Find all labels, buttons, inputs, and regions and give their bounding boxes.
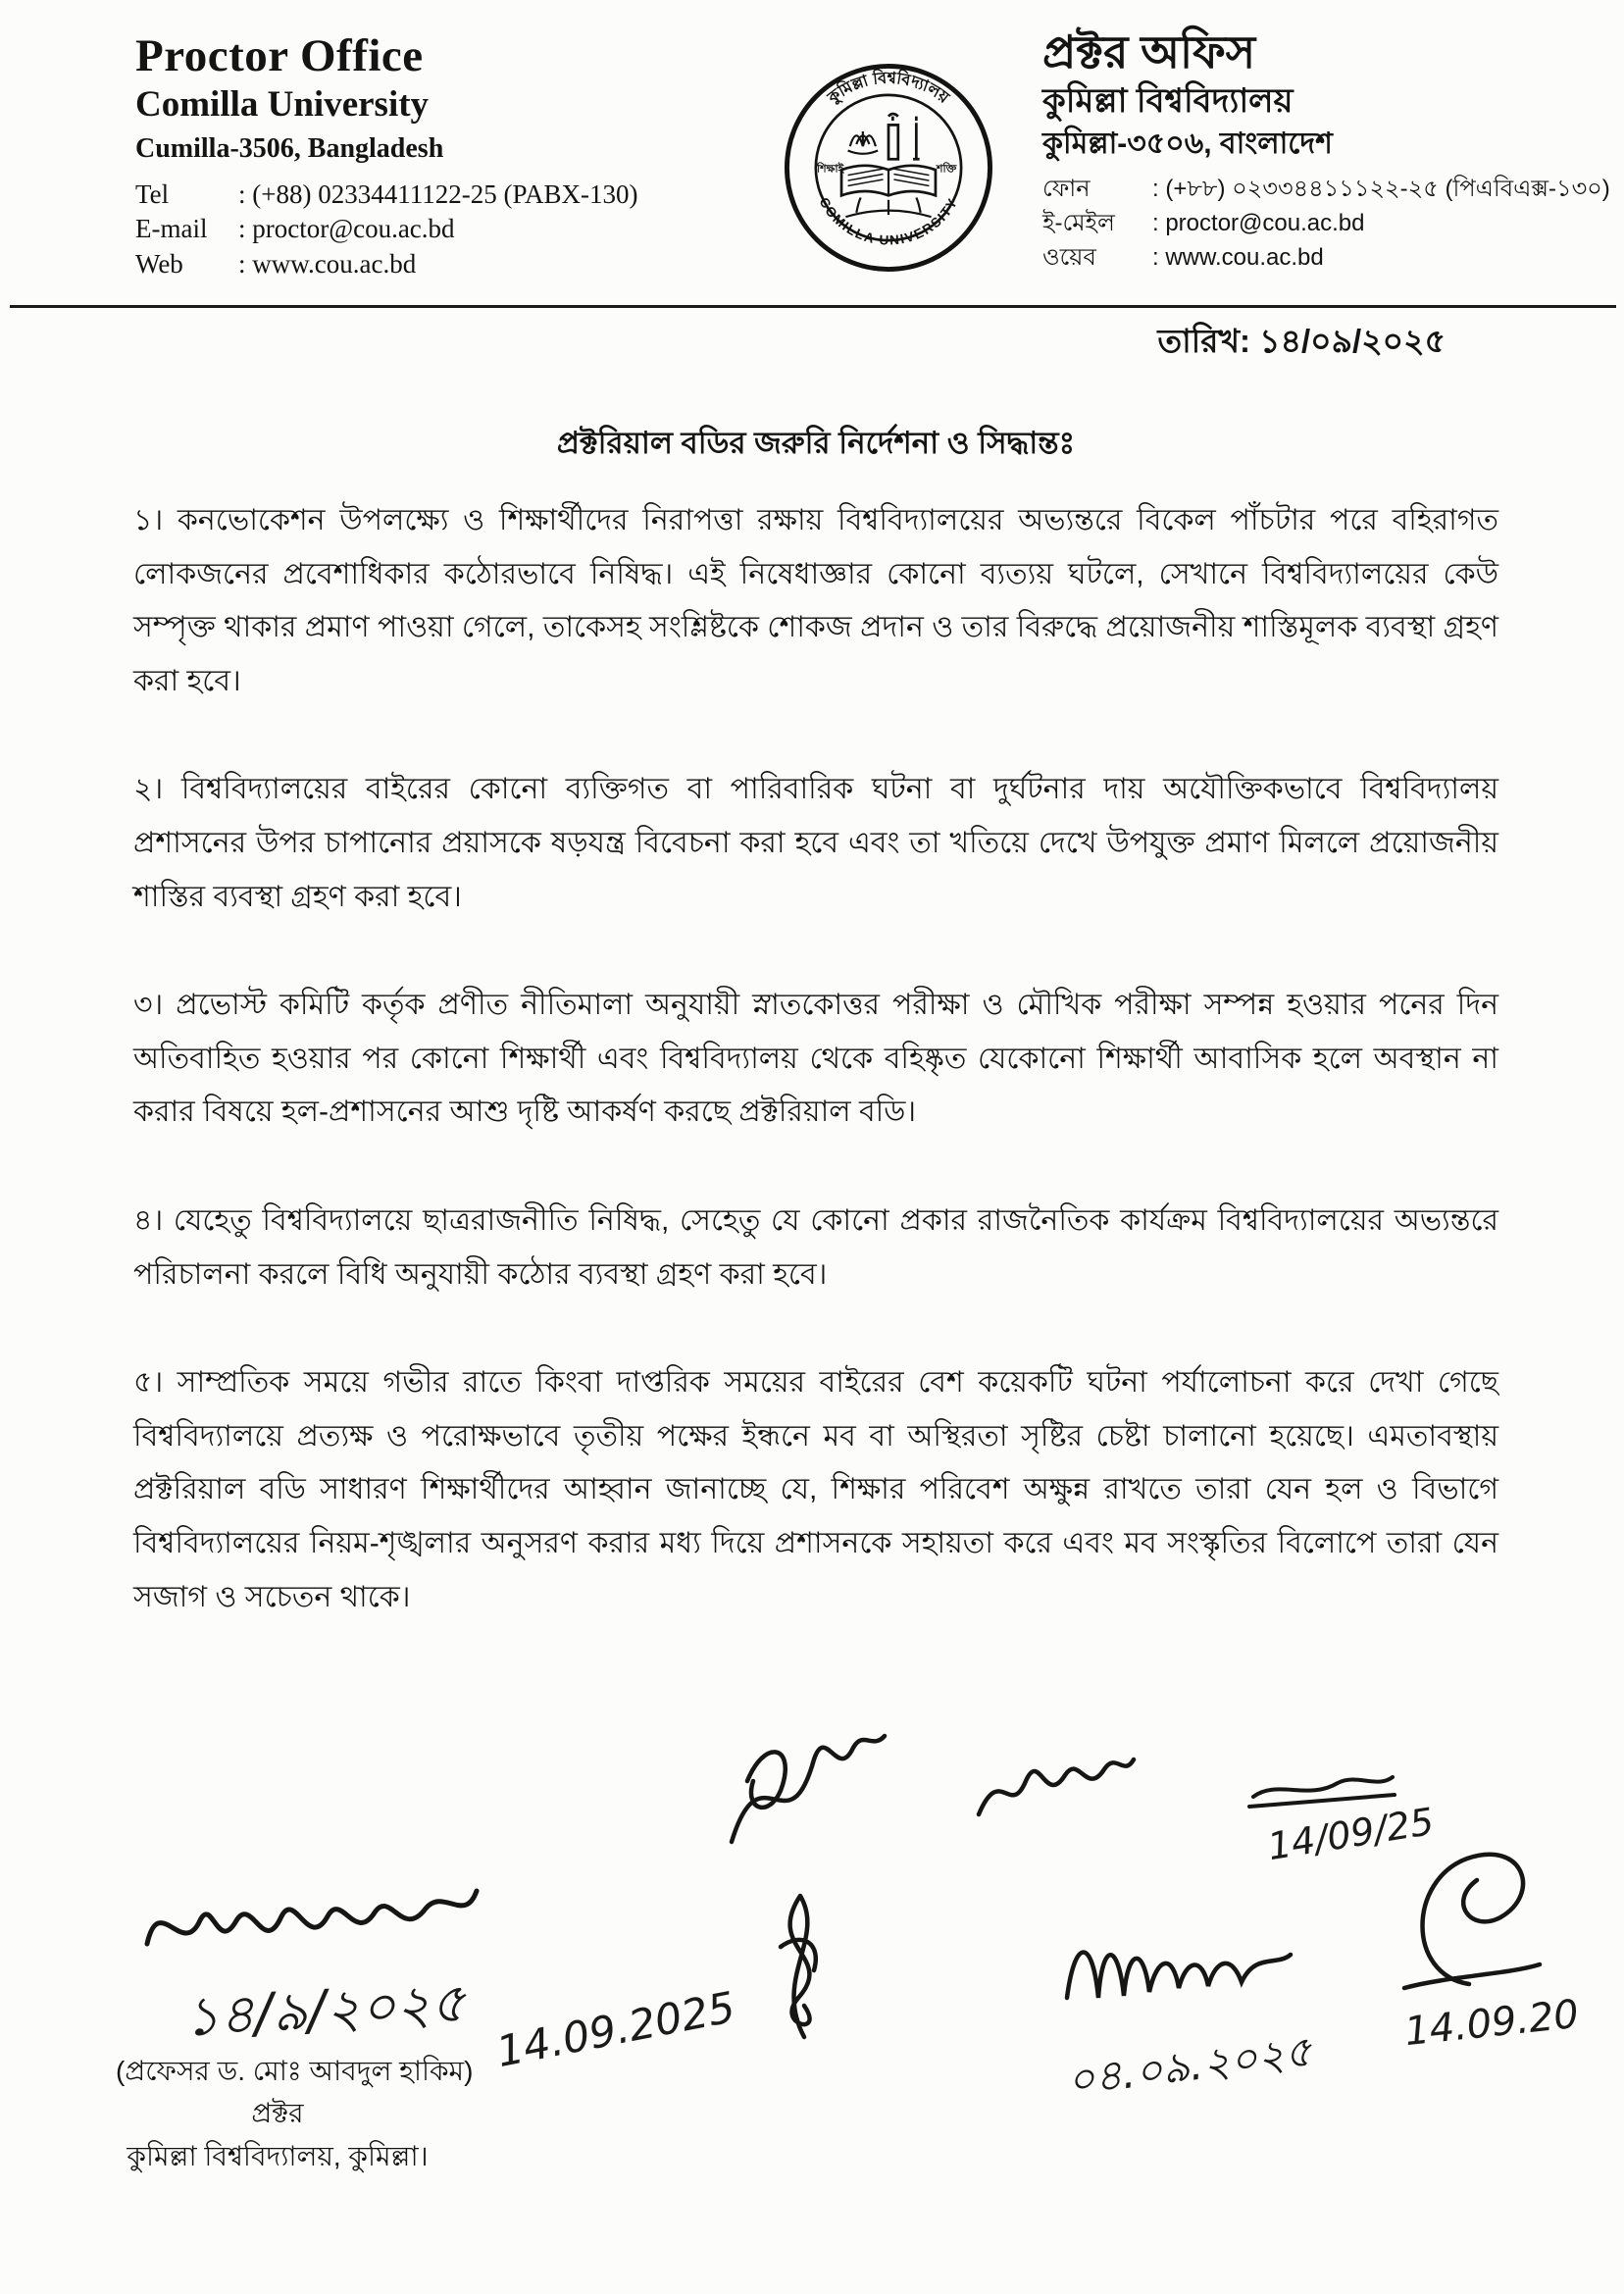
seal-top-text: কুমিল্লা বিশ্ববিদ্যালয় <box>825 69 953 108</box>
university-name-en: Comilla University <box>135 84 430 126</box>
signature-6 <box>1057 1898 1297 2020</box>
signer-block <box>116 2050 474 2177</box>
letter-title: প্রক্টরিয়াল বডির জরুরি নির্দেশনা ও সিদ্ধান্তঃ <box>556 426 1076 460</box>
email-label-bn: ই-মেইল <box>1042 209 1115 236</box>
signature-proctor <box>139 1863 482 1971</box>
signature-proctor-date: ১৪/৯/২০২৫ <box>182 1970 468 2049</box>
office-title-bn: প্রক্টর অফিস <box>1042 26 1256 77</box>
seal-book-icon <box>841 166 936 196</box>
paragraph-2: ২। বিশ্ববিদ্যালয়ের বাইরের কোনো ব্যক্তিগত বা পারিবারিক ঘটনা বা দুর্ঘটনার দায় অযৌক্তিকভাবে বিশ্ববিদ্যালয় প্রশাসনের উপর চাপানোর প্রয়াসকে ষড়যন্ত্র বিবেচনা করা হবে এবং তা খতিয়ে দেখে উপযুক্ত প্রমাণ মিললে প্রয়োজনীয় শাস্তির ব্যবস্থা গ্রহণ করা হবে। <box>133 773 1498 913</box>
letterhead-english <box>135 29 665 282</box>
address-en: Cumilla-3506, Bangladesh <box>135 133 444 165</box>
signature-3-icon <box>969 1736 1141 1829</box>
letter-body <box>133 420 1498 1679</box>
web-value-bn: : www.cou.ac.bd <box>1152 243 1324 271</box>
contact-row-web <box>135 247 665 282</box>
letterhead-divider <box>10 305 1616 308</box>
web-label: Web <box>135 248 183 279</box>
svg-text:কুমিল্লা বিশ্ববিদ্যালয় <box>824 68 952 109</box>
signature-5 <box>743 1888 856 2050</box>
university-seal <box>782 61 995 275</box>
signature-3 <box>969 1736 1141 1829</box>
contact-list-en <box>135 178 665 282</box>
signature-4-date: 14/09/25 <box>1264 1799 1438 1869</box>
seal-bottom-text: COMILLA UNIVERSITY <box>816 194 961 248</box>
office-title-en: Proctor Office <box>135 30 424 81</box>
paragraph-5: ৫। সাম্প্রতিক সময়ে গভীর রাতে কিংবা দাপ্তরিক সময়ের বাইরের বেশ কয়েকটি ঘটনা পর্যালোচনা করে দেখা গেছে বিশ্ববিদ্যালয়ে প্রত্যক্ষ ও পরোক্ষভাবে তৃতীয় পক্ষের ইন্ধনে মব বা অস্থিরতা সৃষ্টির চেষ্টা চালানো হয়েছে। এমতাবস্থায় প্রক্টরিয়াল বডি সাধারণ শিক্ষার্থীদের আহ্বান জানাচ্ছে যে, শিক্ষার পরিবেশ অক্ষুন্ন রাখতে তারা যেন হল ও বিভাগে বিশ্ববিদ্যালয়ের নিয়ম-শৃঙ্খলার অনুসরণ করার মধ্য দিয়ে প্রশাসনকে সহায়তা করে এবং মব সংস্কৃতির বিলোপে তারা যেন সজাগ ও সচেতন থাকে। <box>133 1366 1498 1613</box>
web-label-bn: ওয়েব <box>1042 243 1096 271</box>
signature-6-date: ০৪.০৯.২০২৫ <box>1064 2026 1315 2107</box>
letter-date: তারিখ: ১৪/০৯/২০২৫ <box>1157 323 1446 359</box>
signature-5-date: 14.09.2025 <box>492 1982 739 2078</box>
letterhead-bengali <box>1042 25 1610 275</box>
signer-designation: প্রক্টর <box>251 2098 304 2129</box>
seal-sprout-icon <box>845 198 931 218</box>
email-label: E-mail <box>135 214 208 244</box>
signature-proctor-icon <box>139 1863 482 1971</box>
signer-name: (প্রফেসর ড. মোঃ আবদুল হাকিম) <box>116 2056 474 2086</box>
signature-7-icon <box>1391 1819 1548 2001</box>
contact-row-email-bn <box>1042 207 1592 241</box>
paragraph-4: ৪। যেহেতু বিশ্ববিদ্যালয়ে ছাত্ররাজনীতি নিষিদ্ধ, সেহেতু যে কোনো প্রকার রাজনৈতিক কার্যক্রম বিশ্ববিদ্যালয়ের অভ্যন্তরে পরিচালনা করলে বিধি অনুযায়ী কঠোর ব্যবস্থা গ্রহণ করা হবে। <box>133 1203 1498 1291</box>
paragraph-3: ৩। প্রভোস্ট কমিটি কর্তৃক প্রণীত নীতিমালা অনুযায়ী স্নাতকোত্তর পরীক্ষা ও মৌখিক পরীক্ষা সম্পন্ন হওয়ার পনের দিন অতিবাহিত হওয়ার পর কোনো শিক্ষার্থী এবং বিশ্ববিদ্যালয় থেকে বহিষ্কৃত যেকোনো শিক্ষার্থী আবাসিক হলে অবস্থান না করার বিষয়ে হল-প্রশাসনের আশু দৃষ্টি আকর্ষণ করছে প্রক্টরিয়াল বডি। <box>133 989 1498 1129</box>
signature-5-icon <box>743 1888 856 2050</box>
contact-list-bn <box>1042 173 1610 275</box>
university-name-bn: কুমিল্লা বিশ্ববিদ্যালয় <box>1042 82 1294 121</box>
email-value: : proctor@cou.ac.bd <box>238 214 455 244</box>
paragraph-1: ১। কনভোকেশন উপলক্ষ্যে ও শিক্ষার্থীদের নিরাপত্তা রক্ষায় বিশ্ববিদ্যালয়ের অভ্যন্তরে বিকেল পাঁচটার পরে বহিরাগত লোকজনের প্রবেশাধিকার কঠোরভাবে নিষিদ্ধ। এই নিষেধাজ্ঞার কোনো ব্যত্যয় ঘটলে, সেখানে বিশ্ববিদ্যালয়ের কেউ সম্পৃক্ত থাকার প্রমাণ পাওয়া গেলে, তাকেসহ সংশ্লিষ্টকে শোকজ প্রদান ও তার বিরুদ্ধে প্রয়োজনীয় শাস্তিমূলক ব্যবস্থা গ্রহণ করা হবে। <box>133 504 1498 697</box>
signature-area <box>0 1657 1624 2294</box>
signature-6-icon <box>1057 1898 1297 2020</box>
tel-label: Tel <box>135 178 170 209</box>
seal-right-text: শক্তি <box>937 163 957 176</box>
signature-2-icon <box>704 1716 890 1863</box>
university-seal-icon <box>782 61 995 275</box>
contact-row-phone-bn <box>1042 173 1610 207</box>
contact-row-tel <box>135 178 665 213</box>
tel-value: : (+88) 02334411122-25 (PABX-130) <box>238 178 638 209</box>
contact-row-email <box>135 212 665 247</box>
web-value: : www.cou.ac.bd <box>238 248 417 279</box>
signature-2 <box>704 1716 890 1863</box>
signature-7 <box>1391 1819 1548 2001</box>
seal-flower-icon <box>848 131 879 154</box>
phone-value-bn: : (+৮৮) ০২৩৩৪৪১১১২২-২৫ (পিএবিএক্স-১৩০) <box>1152 176 1610 203</box>
signer-organization: কুমিল্লা বিশ্ববিদ্যালয়, কুমিল্লা। <box>127 2140 429 2171</box>
seal-left-text: শিক্ষাই <box>816 163 844 176</box>
address-bn: কুমিল্লা-৩৫০৬, বাংলাদেশ <box>1042 127 1333 161</box>
phone-label-bn: ফোন <box>1042 176 1091 203</box>
contact-row-web-bn <box>1042 241 1592 276</box>
seal-tools-icon <box>888 114 920 159</box>
email-value-bn: : proctor@cou.ac.bd <box>1152 209 1365 236</box>
signature-7-date: 14.09.20 <box>1402 1991 1582 2056</box>
